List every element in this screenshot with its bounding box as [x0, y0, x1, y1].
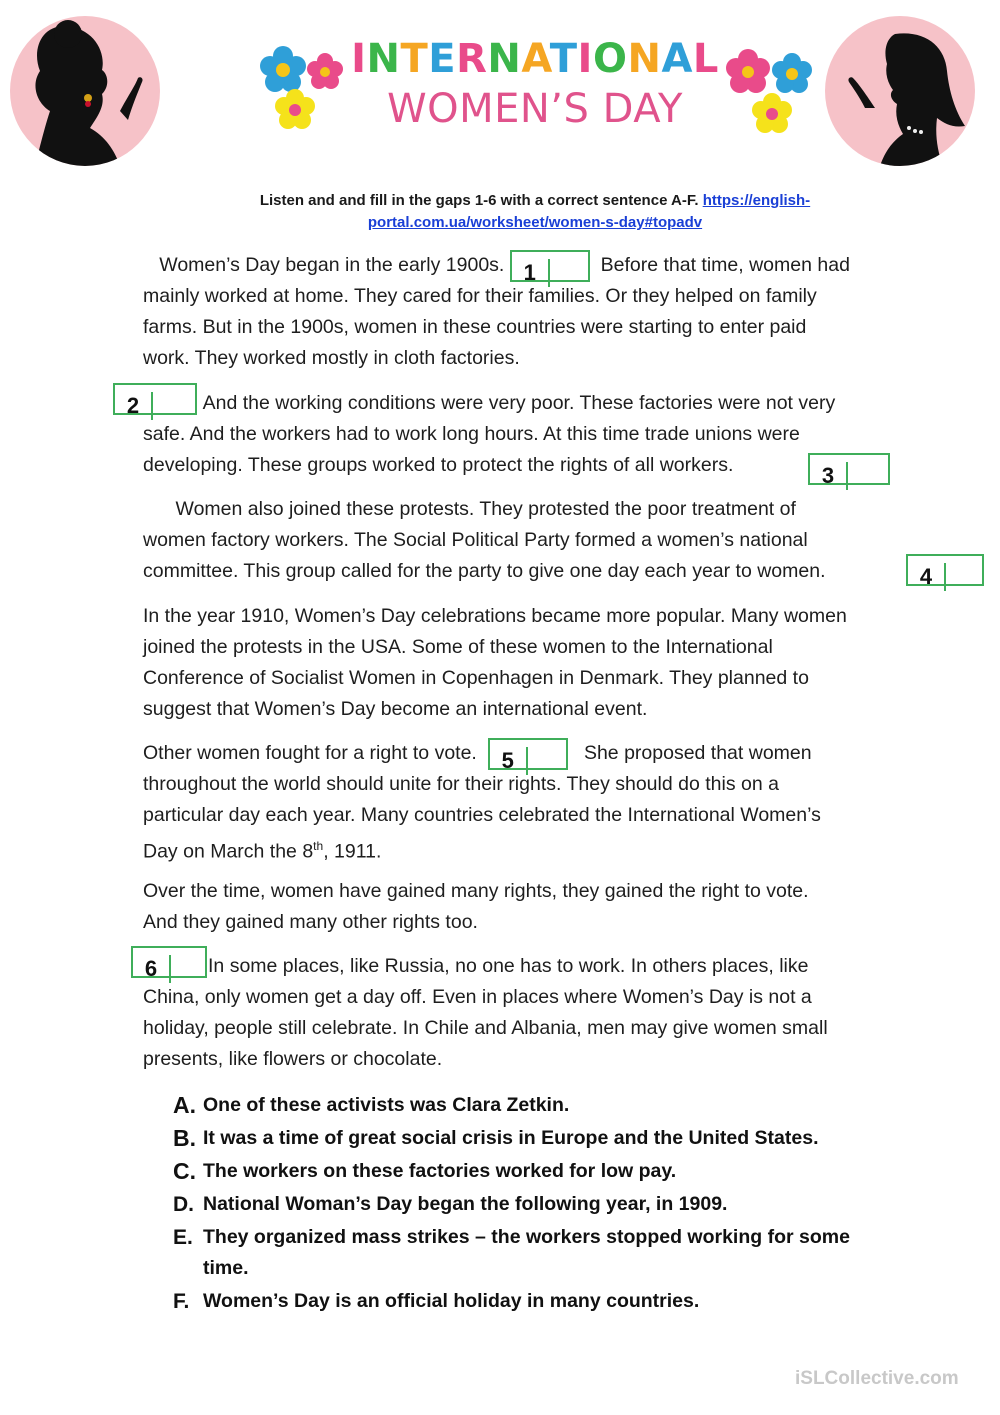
- gap-box-5[interactable]: 5: [488, 738, 568, 770]
- title-letter: N: [366, 36, 401, 82]
- paragraph-text: farms. But in the 1900s, women in these countries were starting to enter paid: [143, 316, 807, 338]
- title-letter: R: [456, 36, 488, 82]
- title-letter: I: [351, 36, 367, 82]
- title-letter: N: [627, 36, 662, 82]
- paragraph-text: In some places, like Russia, no one has to work. In others places, like: [208, 955, 809, 977]
- option-f: F. Women’s Day is an official holiday in many countries.: [173, 1290, 700, 1313]
- gap-box-6[interactable]: 6: [131, 946, 207, 978]
- paragraph-text: And they gained many other rights too.: [143, 911, 478, 933]
- paragraph-5: [143, 738, 933, 862]
- paragraph-6: [143, 876, 933, 938]
- paragraph-text: Conference of Socialist Women in Copenhagen in Denmark. They planned to: [143, 667, 809, 689]
- title-letter: T: [549, 36, 578, 82]
- option-b: B. It was a time of great social crisis in Europe and the United States.: [173, 1125, 819, 1151]
- page-title-line2: WOMEN’S DAY: [387, 86, 683, 132]
- paragraph-text: throughout the world should unite for their rights. They should do this on a: [143, 773, 779, 795]
- paragraph-text: safe. And the workers had to work long hours. At this time trade unions were: [143, 423, 800, 445]
- paragraph-text: Women’s Day began in the early 1900s.: [159, 254, 505, 277]
- flower-cluster-left-icon: [255, 42, 350, 142]
- paragraph-text: China, only women get a day off. Even in places where Women’s Day is not a: [143, 986, 812, 1008]
- paragraph-text: Before that time, women had: [600, 254, 850, 277]
- paragraph-text: joined the protests in the USA. Some of these women to the International: [143, 636, 773, 658]
- title-letter: L: [692, 36, 719, 82]
- instruction-link[interactable]: https://english- portal.com.ua/worksheet/women-s-day#topadv: [367, 192, 811, 231]
- paragraph-text: presents, like flowers or chocolate.: [143, 1048, 443, 1070]
- title-letter: O: [592, 36, 628, 82]
- woman-silhouette-right-image: [825, 16, 975, 166]
- paragraph-text: Over the time, women have gained many rights, they gained the right to vote.: [143, 880, 809, 902]
- paragraph-text: women factory workers. The Social Political Party formed a women’s national: [143, 529, 808, 551]
- paragraph-3: [143, 494, 933, 587]
- answer-options-list: [173, 1090, 953, 1319]
- paragraph-text: And the working conditions were very poor. These factories were not very: [202, 392, 836, 414]
- option-d: D. National Woman’s Day began the following year, in 1909.: [173, 1193, 728, 1216]
- paragraph-text: holiday, people still celebrate. In Chile and Albania, men may give women small: [143, 1017, 828, 1039]
- paragraph-text: particular day each year. Many countries celebrated the International Women’s: [143, 804, 821, 826]
- title-letter: E: [428, 36, 457, 82]
- title-letter: A: [521, 36, 550, 82]
- paragraph-text: In the year 1910, Women’s Day celebrations became more popular. Many women: [143, 605, 847, 627]
- instruction: [150, 190, 920, 234]
- paragraph-4: [143, 601, 933, 725]
- option-e: E. They organized mass strikes – the workers stopped working for some time.: [173, 1226, 850, 1279]
- title-letter: I: [577, 36, 593, 82]
- paragraph-text: suggest that Women’s Day become an international event.: [143, 698, 648, 720]
- paragraph-7: [143, 951, 933, 1075]
- option-c: C. The workers on these factories worked for low pay.: [173, 1158, 677, 1184]
- paragraph-text: Women also joined these protests. They protested the poor treatment of: [175, 498, 796, 520]
- gap-box-2[interactable]: 2: [113, 383, 197, 415]
- flower-cluster-right-icon: [720, 42, 820, 147]
- title-letter: A: [661, 36, 693, 82]
- instruction-text: Listen and and fill in the gaps 1-6 with a correct sentence A-F.: [259, 192, 703, 209]
- option-a: A. One of these activists was Clara Zetkin.: [173, 1092, 570, 1118]
- gap-box-4[interactable]: 4: [906, 554, 984, 586]
- title-letter: T: [400, 36, 429, 82]
- gap-box-3[interactable]: 3: [808, 453, 890, 485]
- page-title-line1: [340, 36, 730, 82]
- gap-box-1[interactable]: 1: [510, 250, 590, 282]
- watermark: iSLCollective.com: [795, 1368, 959, 1389]
- paragraph-text: Other women fought for a right to vote.: [143, 742, 477, 765]
- paragraph-text: developing. These groups worked to protect the rights of all workers.: [143, 454, 734, 476]
- paragraph-text: committee. This group called for the party to give one day each year to women.: [143, 560, 826, 582]
- title-letter: N: [487, 36, 522, 82]
- paragraph-1: [143, 250, 933, 374]
- paragraph-text: mainly worked at home. They cared for their families. Or they helped on family: [143, 285, 817, 307]
- woman-silhouette-left-image: [10, 16, 160, 166]
- paragraph-text: Day on March the 8th, 1911.: [143, 839, 382, 863]
- paragraph-text: work. They worked mostly in cloth factories.: [143, 347, 520, 369]
- paragraph-text: She proposed that women: [583, 742, 812, 765]
